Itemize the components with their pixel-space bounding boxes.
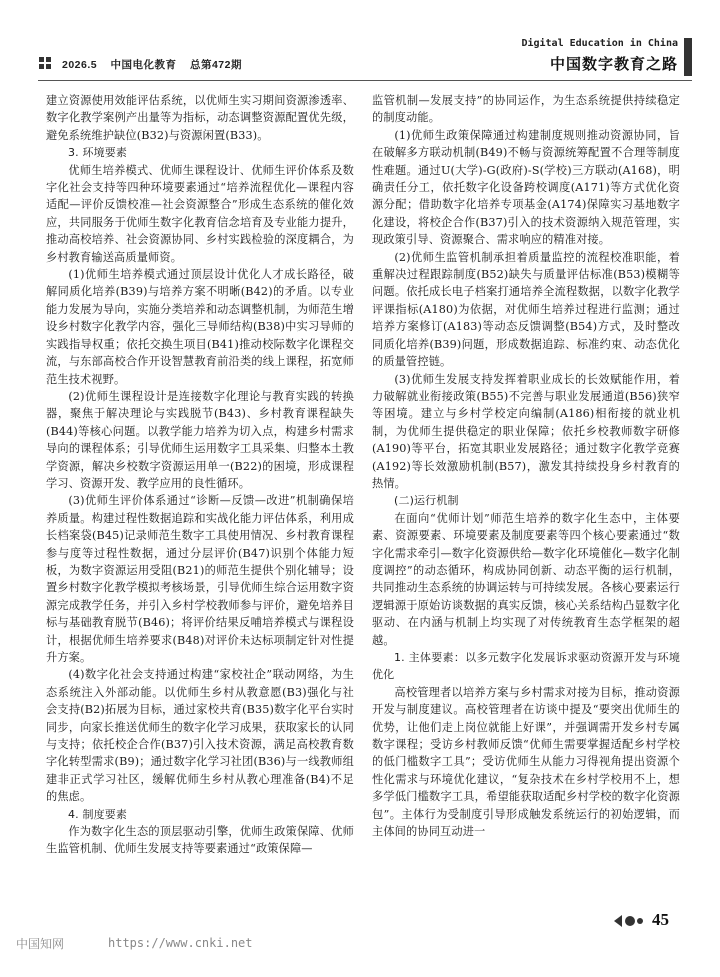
paragraph: 建立资源使用效能评估系统，以优师生实习期间资源渗透率、数字化教学案例产出量等为指标，动态调整资源配置优先级，避免系统维护缺位(B32)与资源闲置(B33)。 xyxy=(46,94,354,142)
cnki-logo: 中国知网 xyxy=(16,937,65,951)
page-marker-icon xyxy=(614,915,644,927)
journal-name: 中国电化教育 xyxy=(110,59,177,71)
section-heading: 4. 制度要素 xyxy=(68,807,128,821)
paragraph: 高校管理者以培养方案与乡村需求对接为目标，推动资源开发与制度建议。高校管理者在访谈中提及“要突出优师生的优势，让他们走上岗位就能上好课”，并强调需开发乡村专属数字课程；受访乡村教师反馈“优师生需要掌握适配乡村学校的低门槛数字工具”；受访优师生从能力习得视角提出资源个性化需求与环境优化建议，“复杂技术在乡村学校用不上，想多学低门槛数字工具，希望能获取适配乡村学校的数字化资源包”。主体行为受制度引导形成触发系统运行的初始逻辑，而主体间的协同互动进一 xyxy=(372,685,680,839)
section-heading: 1. 主体要素：以多元数字化发展诉求驱动资源开发与环境优化 xyxy=(372,651,680,682)
left-column xyxy=(46,92,354,858)
column-title-english: Digital Education in China xyxy=(521,38,678,49)
section-heading: (二)运行机制 xyxy=(394,494,459,508)
paragraph: 作为数字化生态的顶层驱动引擎，优师生政策保障、优师生监管机制、优师生发展支持等要素通过“政策保障— xyxy=(46,825,354,856)
page-header xyxy=(0,0,720,88)
paragraph: (2)优师生课程设计是连接数字化理论与教育实践的转换器，聚焦于解决理论与实践脱节(B43)、乡村教育课程缺失(B44)等核心问题。以教学能力培养为切入点，构建乡村需求导向的课程体系；引导优师生运用数字工具采集、归整本土教学资源，解决乡校数字资源运用单一(B22)的困境，形成课程学习、资源开发、教学应用的良性循环。 xyxy=(46,389,354,490)
diamond-ornament-icon xyxy=(38,56,52,70)
total-issue: 总第472期 xyxy=(189,59,242,71)
column-title-chinese: 中国数字教育之路 xyxy=(549,55,678,73)
paragraph: (3)优师生评价体系通过“诊断—反馈—改进”机制确保培养质量。构建过程性数据追踪和实战化能力评估体系，利用成长档案袋(B45)记录师范生数字工具使用情况、乡村教育课程参与度等过程性数据，通过分层评价(B47)识别个体能力短板，为数字资源运用受阻(B21)的师范生提供个别化辅导；设置乡村数字化教学模拟考核场景，引导优师生综合运用数字资源完成教学任务，并引入乡村学校教师参与评价，避免培养目标与基础教育脱节(B46)；将评价结果反哺培养模式与课程设计，根据优师生培养要求(B48)对评价未达标项制定针对性提升方案。 xyxy=(46,494,354,664)
paragraph: 监管机制—发展支持”的协同运作，为生态系统提供持续稳定的制度动能。 xyxy=(372,94,680,125)
header-rule xyxy=(38,80,692,81)
page-number: 45 xyxy=(652,910,669,929)
right-column xyxy=(372,92,680,840)
source-url[interactable]: https://www.cnki.net xyxy=(108,936,253,950)
header-side-bar xyxy=(684,38,692,76)
paragraph: 优师生培养模式、优师生课程设计、优师生评价体系及数字化社会支持等四种环境要素通过“培养流程优化—课程内容适配—评价反馈校准—社会资源整合”形成生态系统的催化效应，共同服务于优师生数字化教育信念培育及专业能力提升，推动高校培养、社会资源协同、乡村实践检验的深度耦合，为乡村教育输送高质量师资。 xyxy=(46,163,354,264)
paragraph: (3)优师生发展支持发挥着职业成长的长效赋能作用，着力破解就业衔接政策(B55)不完善与职业发展通道(B56)狭窄等困境。建立与乡村学校定向编制(A186)相衔接的就业机制，为优师生提供稳定的职业保障；依托乡校教师数字研修(A190)等平台，拓宽其职业发展路径；通过数字化教学竞赛(A192)等长效激励机制(B57)，激发其持续投身乡村教育的热情。 xyxy=(372,372,680,490)
paragraph: (1)优师生培养模式通过顶层设计优化人才成长路径，破解同质化培养(B39)与培养方案不明晰(B42)的矛盾。以专业能力发展为导向，实施分类培养和动态调整机制，为师范生增设乡村数字化教学内容，强化三导师结构(B38)中实习导师的实践指导权重；依托交换生项目(B41)推动校际数字化课程交流，与东部高校合作开设智慧教育前沿类的线上课程，拓宽师范生技术视野。 xyxy=(46,268,354,386)
paragraph: (1)优师生政策保障通过构建制度规则推动资源协同，旨在破解多方联动机制(B49)不畅与资源统筹配置不合理等制度性难题。通过U(大学)-G(政府)-S(学校)三方联动(A168)，明确责任分工，依托数字化设备跨校调度(A171)等方式优化资源分配；借助数字化培养专项基金(A174)保障实习基地数字化建设，将校企合作(B37)引入的技术资源纳入规范管理，实现政策引导、资源聚合、需求响应的精准对接。 xyxy=(372,128,680,247)
paragraph: (2)优师生监管机制承担着质量监控的流程校准职能，着重解决过程跟踪制度(B52)缺失与质量评估标准(B53)模糊等问题。依托成长电子档案打通培养全流程数据，以数字化教学评课指标(A180)为依据，对优师生培养过程进行监测；通过培养方案修订(A183)等动态反馈调整(B54)方式，及时整改同质化培养(B39)问题，形成数据追踪、标准约束、动态优化的质量管控链。 xyxy=(372,250,680,369)
paragraph: (4)数字化社会支持通过构建“家校社企”联动网络，为生态系统注入外部动能。以优师生乡村从教意愿(B3)强化与社会支持(B2)拓展为目标，通过家校共育(B35)数字化平台实时同步，向家长推送优师生的数字化学习成果，获取家长的认同与支持；依托校企合作(B37)引入技术资源，满足高校教育数字化转型需求(B9)；通过数字化学习社团(B36)与一线教师组建非正式学习社区，缓解优师生乡村从教心理准备(B4)不足的焦虑。 xyxy=(46,668,354,804)
issue-date: 2026.5 xyxy=(62,59,98,71)
paragraph: 在面向“优师计划”师范生培养的数字化生态中，主体要素、资源要素、环境要素及制度要素等四个核心要素通过“数字化需求牵引—数字化资源供给—数字化环境催化—数字化制度调控”的动态循环，构成协同创新、动态平衡的运行机制，共同推动生态系统的协调运转与可持续发展。各核心要素运行逻辑源于原始访谈数据的真实反馈，核心关系结构凸显数字化驱动、在内涵与机制上均实现了对传统教育生态学框架的超越。 xyxy=(372,511,680,647)
issue-info xyxy=(62,57,252,72)
section-heading: 3. 环境要素 xyxy=(68,146,128,160)
